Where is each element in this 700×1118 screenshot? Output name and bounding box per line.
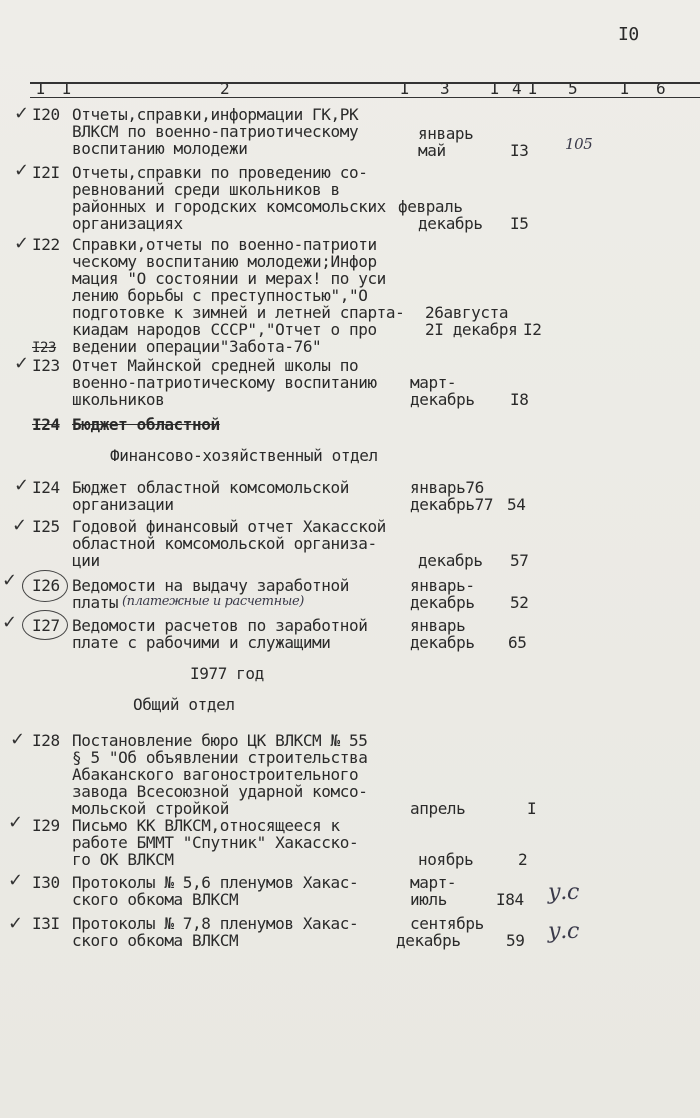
checkmark-icon: ✓	[14, 103, 30, 124]
entry-date-end: декабрь	[410, 633, 475, 652]
checkmark-icon: ✓	[8, 812, 24, 833]
entry-title-line: Отчеты,справки,информации ГК,РК	[72, 105, 359, 124]
entry-title-line: организации	[72, 495, 174, 514]
entry-title-line: Письмо КК ВЛКСМ,относящееся к	[72, 816, 340, 835]
checkmark-icon: ✓	[14, 233, 30, 254]
checkmark-icon: ✓	[14, 353, 30, 374]
entry-date-end: декабрь	[418, 214, 483, 233]
entry-title-line: лению борьбы с преступностью","О	[72, 286, 368, 305]
entry-date-start: 26августа	[425, 303, 509, 322]
entry-title-line: ции	[72, 551, 100, 570]
entry-title-line: Абаканского вагоностроительного	[72, 765, 359, 784]
checkmark-icon: ✓	[12, 515, 28, 536]
entry-title-line: Отчеты,справки по проведению со-	[72, 163, 368, 182]
entry-title-line: Протоколы № 5,6 пленумов Хакас-	[72, 873, 359, 892]
col-2-label: 2	[220, 79, 230, 98]
entry-title-line: Ведомости на выдачу заработной	[72, 576, 349, 595]
col-marker: I	[528, 79, 538, 98]
year-heading: I977 год	[190, 664, 264, 683]
entry-date-start: январь	[410, 616, 466, 635]
col-5-label: 5	[568, 79, 578, 98]
checkmark-icon: ✓	[2, 570, 18, 591]
entry-title-line: воспитанию молодежи	[72, 139, 248, 158]
checkmark-icon: ✓	[8, 913, 24, 934]
col-marker: I	[400, 79, 410, 98]
struck-entry-number: I23	[32, 340, 57, 356]
handwritten-note: (платежные и расчетные)	[122, 594, 304, 609]
entry-title-line: Годовой финансовый отчет Хакасской	[72, 517, 386, 536]
entry-date-end: 2I декабря	[425, 320, 518, 339]
entry-title-line: работе БММТ "Спутник" Хакасско-	[72, 833, 359, 852]
entry-number: I26	[32, 576, 60, 595]
entry-number: I27	[32, 616, 60, 635]
entry-number: I22	[32, 235, 60, 254]
entry-title-line: платы	[72, 593, 119, 612]
entry-number: I25	[32, 517, 60, 536]
entry-number: I28	[32, 731, 60, 750]
checkmark-icon: ✓	[8, 870, 24, 891]
entry-sheet-count: I84	[496, 890, 524, 909]
section-heading: Финансово-хозяйственный отдел	[110, 446, 378, 465]
entry-title-line: мация "О состоянии и мерах! по уси	[72, 269, 386, 288]
col-marker: I	[620, 79, 630, 98]
entry-date-end: апрель	[410, 799, 466, 818]
col-3-label: 3	[440, 79, 450, 98]
checkmark-icon: ✓	[10, 729, 26, 750]
entry-title-line: Постановление бюро ЦК ВЛКСМ № 55	[72, 731, 368, 750]
struck-heading: Бюджет областной	[72, 415, 220, 434]
entry-title-line: плате с рабочими и служащими	[72, 633, 331, 652]
entry-title-line: областной комсомольской организа-	[72, 534, 377, 553]
handwritten-note: у.с	[548, 880, 579, 905]
checkmark-icon: ✓	[14, 160, 30, 181]
entry-number: I23	[32, 356, 60, 375]
entry-title-line: Бюджет областной комсомольской	[72, 478, 349, 497]
entry-date-end: ноябрь	[418, 850, 474, 869]
entry-date-end: декабрь	[418, 551, 483, 570]
entry-title-line: завода Всесоюзной ударной комсо-	[72, 782, 368, 801]
entry-sheet-count: 59	[506, 931, 525, 950]
entry-title-line: школьников	[72, 390, 165, 409]
entry-title-line: Справки,отчеты по военно-патриоти	[72, 235, 377, 254]
col-marker: I	[62, 79, 72, 98]
entry-sheet-count: 65	[508, 633, 527, 652]
col-4-label: 4	[512, 79, 522, 98]
entry-number: I3I	[32, 914, 60, 933]
entry-sheet-count: I5	[510, 214, 529, 233]
entry-title-line: Протоколы № 7,8 пленумов Хакас-	[72, 914, 359, 933]
entry-title-line: ского обкома ВЛКСМ	[72, 890, 239, 909]
entry-date-start: март-	[410, 873, 457, 892]
entry-number: I29	[32, 816, 60, 835]
header-bottom-rule	[30, 97, 700, 98]
entry-sheet-count: I2	[523, 320, 542, 339]
entry-title-line: мольской стройкой	[72, 799, 229, 818]
entry-date-start: январь	[418, 124, 474, 143]
col-marker: I	[490, 79, 500, 98]
entry-sheet-count: 54	[507, 495, 526, 514]
entry-title-line: ВЛКСМ по военно-патриотическому	[72, 122, 359, 141]
section-heading: Общий отдел	[133, 695, 235, 714]
entry-date-end: декабрь	[410, 390, 475, 409]
page-number: I0	[618, 24, 639, 45]
entry-date-end: май	[418, 141, 446, 160]
entry-date-end: декабрь	[396, 931, 461, 950]
header-top-rule	[30, 82, 700, 84]
entry-date-start: январь76	[410, 478, 484, 497]
entry-title-line: организациях	[72, 214, 183, 233]
entry-title-line: Отчет Майнской средней школы по	[72, 356, 359, 375]
checkmark-icon: ✓	[2, 612, 18, 633]
entry-date-end: декабрь77	[410, 495, 494, 514]
entry-title-line: подготовке к зимней и летней спарта-	[72, 303, 405, 322]
entry-sheet-count: 2	[518, 850, 528, 869]
col-marker: I	[36, 79, 46, 98]
col-6-label: 6	[656, 79, 666, 98]
entry-sheet-count: 57	[510, 551, 529, 570]
entry-date-end: июль	[410, 890, 447, 909]
entry-sheet-count: 52	[510, 593, 529, 612]
entry-date-start: март-	[410, 373, 457, 392]
entry-date-start: сентябрь	[410, 914, 484, 933]
entry-title-line: районных и городских комсомольских	[72, 197, 386, 216]
handwritten-note: 105	[565, 135, 593, 153]
entry-sheet-count: I3	[510, 141, 529, 160]
checkmark-icon: ✓	[14, 475, 30, 496]
entry-number: I2I	[32, 163, 60, 182]
entry-title-line: го ОК ВЛКСМ	[72, 850, 174, 869]
entry-title-line: ведении операции"Забота-76"	[72, 337, 322, 356]
entry-title-line: § 5 "Об объявлении строительства	[72, 748, 368, 767]
entry-number: I30	[32, 873, 60, 892]
entry-date-start: февраль	[398, 197, 463, 216]
struck-entry-number: I24	[32, 415, 60, 434]
entry-date-end: декабрь	[410, 593, 475, 612]
entry-number: I24	[32, 478, 60, 497]
entry-number: I20	[32, 105, 60, 124]
entry-title-line: ревнований среди школьников в	[72, 180, 340, 199]
entry-title-line: киадам народов СССР","Отчет о про	[72, 320, 377, 339]
entry-title-line: ского обкома ВЛКСМ	[72, 931, 239, 950]
entry-title-line: ческому воспитанию молодежи;Инфор	[72, 252, 377, 271]
entry-sheet-count: I	[527, 799, 537, 818]
entry-date-start: январь-	[410, 576, 475, 595]
entry-title-line: Ведомости расчетов по заработной	[72, 616, 368, 635]
entry-title-line: военно-патриотическому воспитанию	[72, 373, 377, 392]
handwritten-note: у.с	[548, 919, 579, 944]
entry-sheet-count: I8	[510, 390, 529, 409]
